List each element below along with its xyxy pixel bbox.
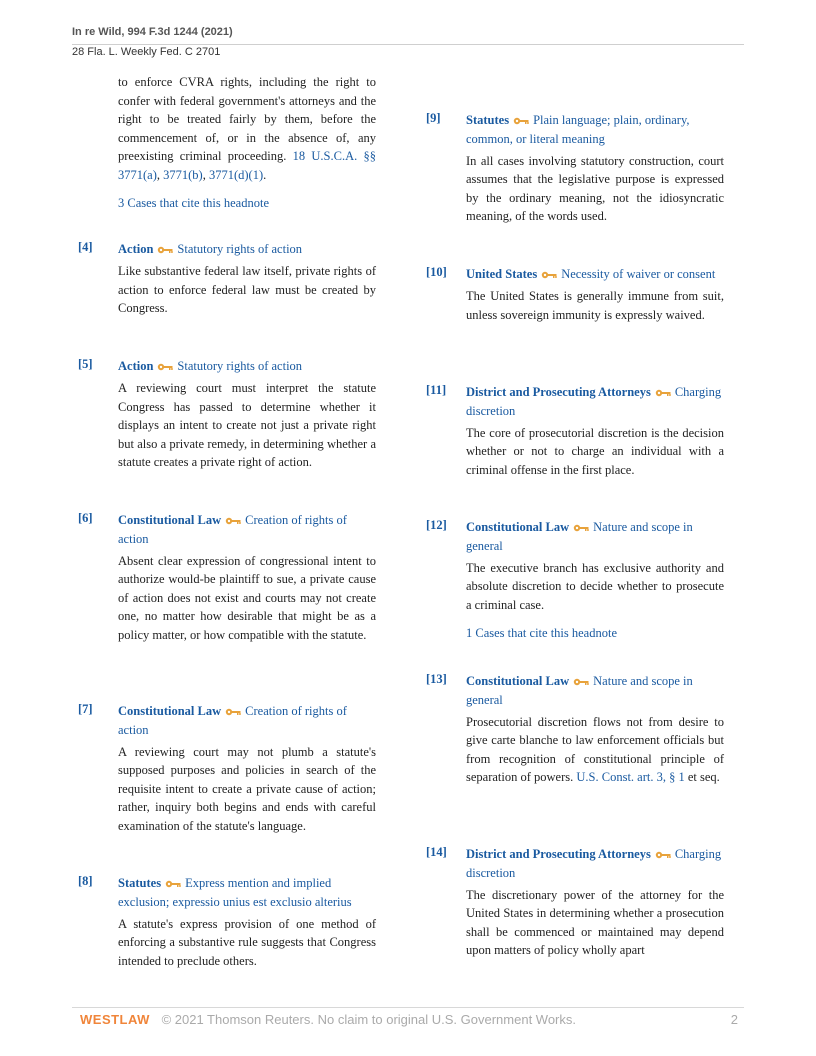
headnote-7 <box>118 702 376 835</box>
page-number: 2 <box>730 1012 738 1027</box>
statute-link-3771d1[interactable]: 3771(d)(1) <box>208 167 264 182</box>
reporter-citation: 28 Fla. L. Weekly Fed. C 2701 <box>72 46 221 58</box>
headnote-topic[interactable]: United States <box>466 267 538 281</box>
key-number-icon <box>225 703 241 722</box>
headnote-topic[interactable]: District and Prosecuting Attorneys <box>466 847 651 861</box>
key-number-icon <box>573 673 589 692</box>
headnote-topic[interactable]: Constitutional Law <box>466 674 570 688</box>
headnote-number[interactable]: [7] <box>78 702 93 716</box>
headnote-number[interactable]: [5] <box>78 357 93 371</box>
header-divider <box>72 44 744 45</box>
headnote-text: The United States is generally immune from suit, unless sovereign immunity is expressly waived. <box>466 289 724 322</box>
headnote-subtopic[interactable]: Express mention and implied exclusion; expressio unius est exclusio alterius <box>118 876 352 910</box>
headnote-14 <box>466 845 724 960</box>
headnote-text: Prosecutorial discretion flows not from desire to give carte blanche to law enforcement officials but from recognition of constitutional principle of separation of powers. <box>466 714 724 785</box>
westlaw-logo: WESTLAW <box>80 1012 150 1027</box>
headnote-number[interactable]: [6] <box>78 511 93 525</box>
headnote-9 <box>466 111 724 226</box>
statute-link-3771a[interactable]: 18 U.S.C.A. §§ 3771(a) <box>118 149 377 182</box>
headnote-text: In all cases involving statutory construction, court assumes that the legislative purpose is expressed by the ordinary meaning, not the idiosyncratic meaning, of the words used. <box>466 153 724 224</box>
headnote-11 <box>466 383 724 479</box>
headnote-subtopic[interactable]: Charging discretion <box>466 847 722 881</box>
headnote-text: A reviewing court must interpret the statute Congress has passed to determine whether it displays an intent to create not just a private right but also a private remedy, in determining whether a statute creates a private right of action. <box>118 381 376 470</box>
headnote-subtopic[interactable]: Plain language; plain, ordinary, common, or literal meaning <box>466 113 690 147</box>
headnote-text: The core of prosecutorial discretion is the decision whether or not to charge an individual with a criminal offense in the first place. <box>466 425 724 477</box>
headnote-subtopic[interactable]: Creation of rights of action <box>118 513 347 547</box>
headnote-text: A reviewing court may not plumb a statute's supposed purposes and policies in search of the requisite intent to create a private cause of action; rather, inquiry both begins and ends with careful examination of the statute's language. <box>118 744 376 833</box>
headnote-topic[interactable]: District and Prosecuting Attorneys <box>466 385 651 399</box>
headnote-topic[interactable]: Action <box>118 242 154 256</box>
headnote-number[interactable]: [8] <box>78 874 93 888</box>
headnote-subtopic[interactable]: Statutory rights of action <box>177 359 303 373</box>
headnote-subtopic[interactable]: Nature and scope in general <box>466 674 693 708</box>
headnote-6 <box>118 511 376 644</box>
headnote-topic[interactable]: Constitutional Law <box>118 513 222 527</box>
headnote-number[interactable]: [9] <box>426 111 441 125</box>
page-footer <box>72 1012 744 1027</box>
headnote-number[interactable]: [12] <box>426 518 447 532</box>
headnote-text: The executive branch has exclusive authority and absolute discretion to decide whether to prosecute a criminal case. <box>466 560 724 612</box>
key-number-icon <box>655 384 671 403</box>
headnote-text: A statute's express provision of one method of enforcing a substantive rule suggests that Congress intended to preclude others. <box>118 916 376 968</box>
headnote-13 <box>466 672 724 787</box>
headnote-5 <box>118 357 376 472</box>
key-number-icon <box>655 846 671 865</box>
headnote-subtopic[interactable]: Nature and scope in general <box>466 520 693 554</box>
key-number-icon <box>513 112 529 131</box>
headnote-8 <box>118 874 376 970</box>
carryover-headnote: to enforce CVRA rights, including the right to confer with federal government's attorneys and the right to be treated fairly by them, before the commencement of, or in the absence of, any preexisting criminal proceeding. 18 U.S.C.A. §§ 3771(a), 3771(b), 3771(d)(1). 3 Cases that cite this headnote <box>118 75 377 210</box>
cites-headnote-link[interactable]: 3 Cases that cite this headnote <box>118 196 270 210</box>
headnote-number[interactable]: [14] <box>426 845 447 859</box>
key-number-icon <box>165 875 181 894</box>
copyright-notice: © 2021 Thomson Reuters. No claim to original U.S. Government Works. <box>161 1012 576 1027</box>
key-number-icon <box>573 519 589 538</box>
constitution-link[interactable]: U.S. Const. art. 3, § 1 <box>576 770 685 785</box>
headnote-number[interactable]: [11] <box>426 383 447 397</box>
headnote-topic[interactable]: Action <box>118 359 154 373</box>
headnote-subtopic[interactable]: Statutory rights of action <box>177 242 303 256</box>
headnote-topic[interactable]: Constitutional Law <box>118 704 222 718</box>
headnote-subtopic[interactable]: Necessity of waiver or consent <box>561 267 716 281</box>
headnote-text: The discretionary power of the attorney for the United States in determining whether a prosecution shall be commenced or maintained may depend upon matters of policy wholly apart <box>466 887 724 958</box>
headnote-text-tail: et seq. <box>687 770 720 785</box>
headnote-text: Absent clear expression of congressional intent to authorize would-be plaintiff to sue, a private cause of action does not exist and courts may not create one, no matter how desirable that might be as a policy matter, or how compatible with the statute. <box>118 553 376 642</box>
headnote-subtopic[interactable]: Charging discretion <box>466 385 722 419</box>
headnote-number[interactable]: [4] <box>78 240 93 254</box>
statute-link-3771b[interactable]: 3771(b) <box>163 167 203 182</box>
key-number-icon <box>157 358 173 377</box>
headnote-subtopic[interactable]: Creation of rights of action <box>118 704 347 738</box>
key-number-icon <box>157 241 173 260</box>
headnote-text: Like substantive federal law itself, private rights of action to enforce federal law must be created by Congress. <box>118 264 376 316</box>
carryover-text: to enforce CVRA rights, including the right to confer with federal government's attorneys and the right to be treated fairly by them, before the commencement of, or in the absence of, any preexisting criminal proceeding. <box>118 75 376 163</box>
headnote-4 <box>118 240 376 318</box>
headnote-12 <box>466 518 724 641</box>
headnote-number[interactable]: [10] <box>426 265 447 279</box>
key-number-icon <box>541 266 557 285</box>
cites-headnote-link[interactable]: 1 Cases that cite this headnote <box>466 626 618 641</box>
footer-divider <box>72 1007 744 1008</box>
document-citation: In re Wild, 994 F.3d 1244 (2021) <box>72 26 233 38</box>
headnote-topic[interactable]: Statutes <box>466 113 510 127</box>
headnote-10 <box>466 265 724 324</box>
headnote-number[interactable]: [13] <box>426 672 447 686</box>
headnote-topic[interactable]: Constitutional Law <box>466 520 570 534</box>
key-number-icon <box>225 512 241 531</box>
headnote-topic[interactable]: Statutes <box>118 876 162 890</box>
